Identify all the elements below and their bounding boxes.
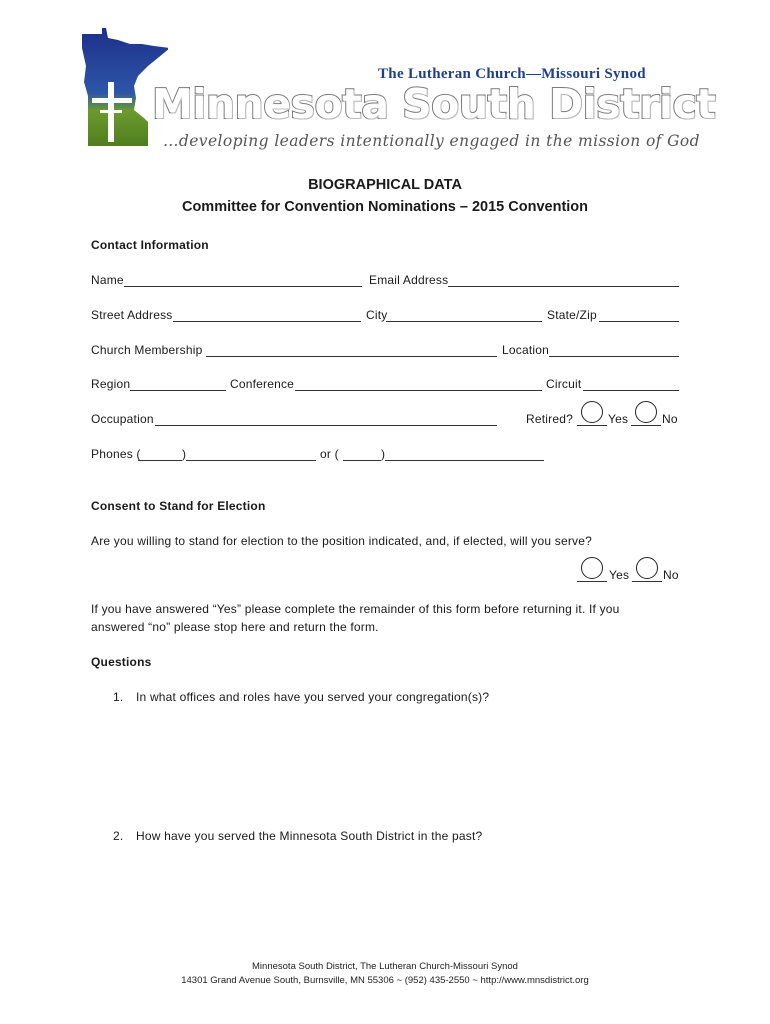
city-field[interactable] [386,321,542,322]
district-name: Minnesota South District [152,80,716,128]
question-2-number: 2. [113,829,124,843]
consent-no-radio[interactable] [636,557,658,579]
instruction-line-2: answered “no” please stop here and return the form. [91,620,379,634]
city-label: City [366,308,388,322]
phone-number-2[interactable] [385,460,544,461]
region-label: Region [91,377,131,391]
phones-or-label: or ( [320,447,339,461]
occupation-field[interactable] [155,425,497,426]
consent-heading: Consent to Stand for Election [91,499,266,513]
email-field[interactable] [448,286,679,287]
phones-paren-close: ) [182,447,187,461]
circuit-field[interactable] [583,390,679,391]
conference-field[interactable] [295,390,542,391]
name-label: Name [91,273,124,287]
retired-no-line [631,425,661,426]
retired-yes-label: Yes [608,412,629,426]
consent-no-line [632,581,662,582]
consent-yes-radio[interactable] [581,557,603,579]
contact-heading: Contact Information [91,238,209,252]
phone-number-1[interactable] [186,460,316,461]
phone-area-code-1[interactable] [138,460,182,461]
form-title: BIOGRAPHICAL DATA [308,177,462,193]
location-label: Location [502,343,549,357]
form-subtitle: Committee for Convention Nominations – 2015 Convention [181,199,589,215]
retired-label: Retired? [526,412,573,426]
consent-question: Are you willing to stand for election to the position indicated, and, if elected, will you serve? [91,534,593,548]
street-field[interactable] [173,321,361,322]
church-label: Church Membership [91,343,203,357]
location-field[interactable] [549,356,679,357]
circuit-label: Circuit [546,377,582,391]
name-field[interactable] [124,286,362,287]
retired-yes-radio[interactable] [581,401,603,423]
footer-line-1: Minnesota South District, The Lutheran Church-Missouri Synod [252,961,518,972]
church-field[interactable] [206,356,497,357]
conference-label: Conference [230,377,295,391]
phones-paren-close-2: ) [381,447,386,461]
street-label: Street Address [91,308,173,322]
retired-no-radio[interactable] [635,401,657,423]
consent-yes-line [577,581,607,582]
state-zip-field[interactable] [599,321,679,322]
consent-yes-label: Yes [609,568,630,582]
footer-line-2: 14301 Grand Avenue South, Burnsville, MN 55306 ~ (952) 435-2550 ~ http://www.mnsdistrict.org [181,975,589,986]
questions-heading: Questions [91,655,152,669]
phones-label: Phones ( [91,447,141,461]
instruction-line-1: If you have answered “Yes” please complete the remainder of this form before returning it. If you [91,602,620,616]
question-1-answer-area[interactable] [136,710,679,820]
question-2-answer-area[interactable] [136,849,679,949]
retired-yes-line [577,425,607,426]
synod-name: The Lutheran Church—Missouri Synod [378,66,646,82]
consent-no-label: No [663,568,679,582]
phone-area-code-2[interactable] [343,460,381,461]
question-1-text: In what offices and roles have you served your congregation(s)? [136,690,490,704]
district-tagline: …developing leaders intentionally engaged in the mission of God [163,132,700,150]
occupation-label: Occupation [91,412,154,426]
email-label: Email Address [369,273,449,287]
question-2-text: How have you served the Minnesota South District in the past? [136,829,483,843]
retired-no-label: No [662,412,678,426]
region-field[interactable] [130,390,226,391]
state-zip-label: State/Zip [547,308,597,322]
question-1-number: 1. [113,690,124,704]
